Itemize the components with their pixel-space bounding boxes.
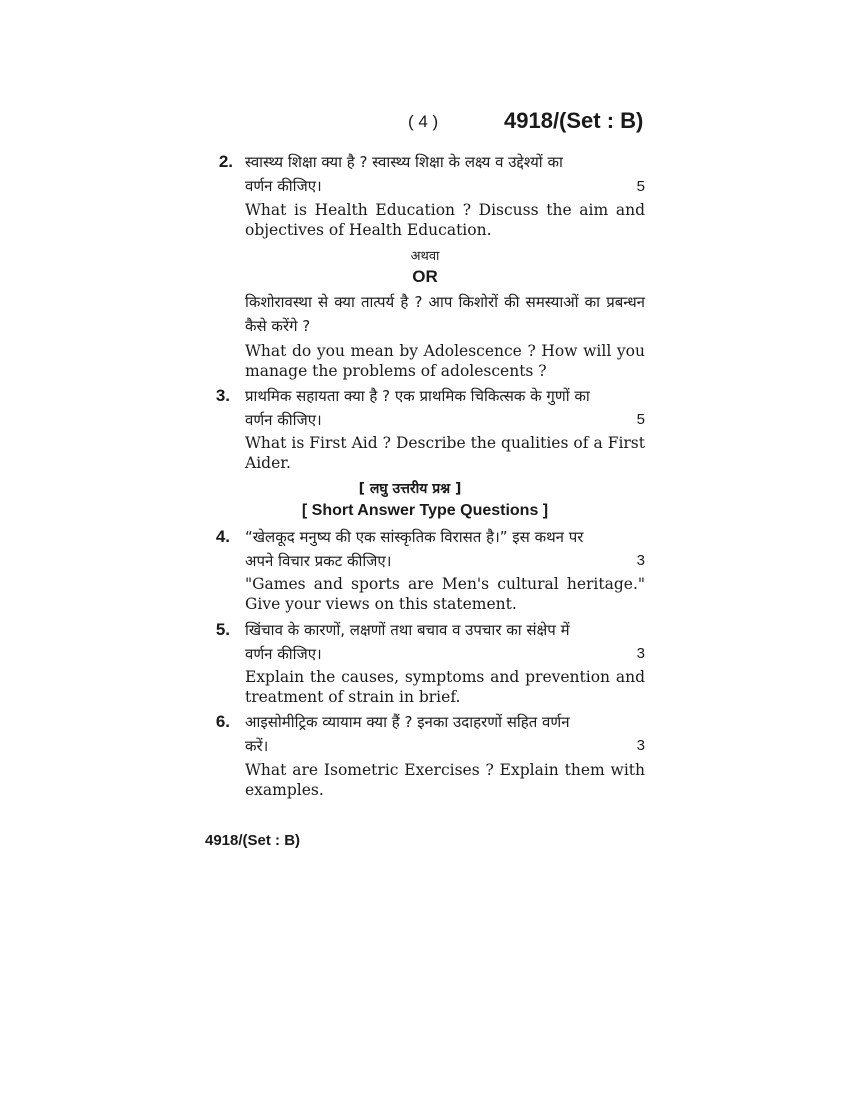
alt-question-hindi: किशोरावस्था से क्या तात्पर्य है ? आप किशोरों की समस्याओं का प्रबन्धन कैसे करेंगे ?	[245, 293, 645, 335]
question-hindi-line2: अपने विचार प्रकट कीजिए।	[245, 552, 392, 570]
question-number: 6.	[215, 712, 230, 731]
question-hindi-line2: वर्णन कीजिए।	[245, 177, 322, 195]
question-number: 5.	[215, 620, 230, 639]
question-hindi-line1: “खेलकूद मनुष्य की एक सांस्कृतिक विरासत है।” इस कथन पर	[245, 528, 584, 546]
question-english: What are Isometric Exercises ? Explain them with examples.	[245, 761, 645, 799]
alt-question-english: What do you mean by Adolescence ? How will you manage the problems of adolescents ?	[245, 342, 645, 380]
paper-code-footer: 4918/(Set : B)	[205, 832, 301, 849]
question-marks: 5	[636, 411, 645, 428]
question-hindi-line2: वर्णन कीजिए।	[245, 411, 322, 429]
section-heading-hindi: [ लघु उत्तरीय प्रश्न ]	[358, 481, 462, 497]
question-marks: 3	[636, 645, 645, 662]
question-hindi-line2: करें।	[245, 737, 269, 755]
question-english: What is First Aid ? Describe the qualities of a First Aider.	[245, 434, 645, 472]
paper-code-header: 4918/(Set : B)	[504, 108, 644, 133]
or-hindi-label: अथवा	[410, 249, 440, 264]
question-marks: 5	[636, 178, 645, 195]
question-hindi-line1: खिंचाव के कारणों, लक्षणों तथा बचाव व उपचार का संक्षेप में	[245, 621, 570, 639]
question-number: 2.	[218, 152, 233, 171]
question-hindi-line2: वर्णन कीजिए।	[245, 645, 322, 663]
section-heading-english: [ Short Answer Type Questions ]	[301, 502, 549, 519]
question-hindi-line1: आइसोमीट्रिक व्यायाम क्या हैं ? इनका उदाहरणों सहित वर्णन	[245, 713, 570, 731]
question-hindi-line1: प्राथमिक सहायता क्या है ? एक प्राथमिक चिकित्सक के गुणों का	[245, 387, 590, 405]
page-number: ( 4 )	[408, 112, 439, 131]
question-english: What is Health Education ? Discuss the aim and objectives of Health Education.	[245, 201, 645, 239]
question-english: "Games and sports are Men's cultural heritage." Give your views on this statement.	[245, 575, 645, 613]
question-english: Explain the causes, symptoms and prevention and treatment of strain in brief.	[245, 668, 645, 706]
question-number: 3.	[215, 386, 230, 405]
question-marks: 3	[636, 552, 645, 569]
question-number: 4.	[215, 527, 230, 546]
question-hindi-line1: स्वास्थ्य शिक्षा क्या है ? स्वास्थ्य शिक्षा के लक्ष्य व उद्देश्यों का	[245, 153, 563, 171]
question-marks: 3	[636, 737, 645, 754]
or-english-label: OR	[412, 267, 438, 286]
